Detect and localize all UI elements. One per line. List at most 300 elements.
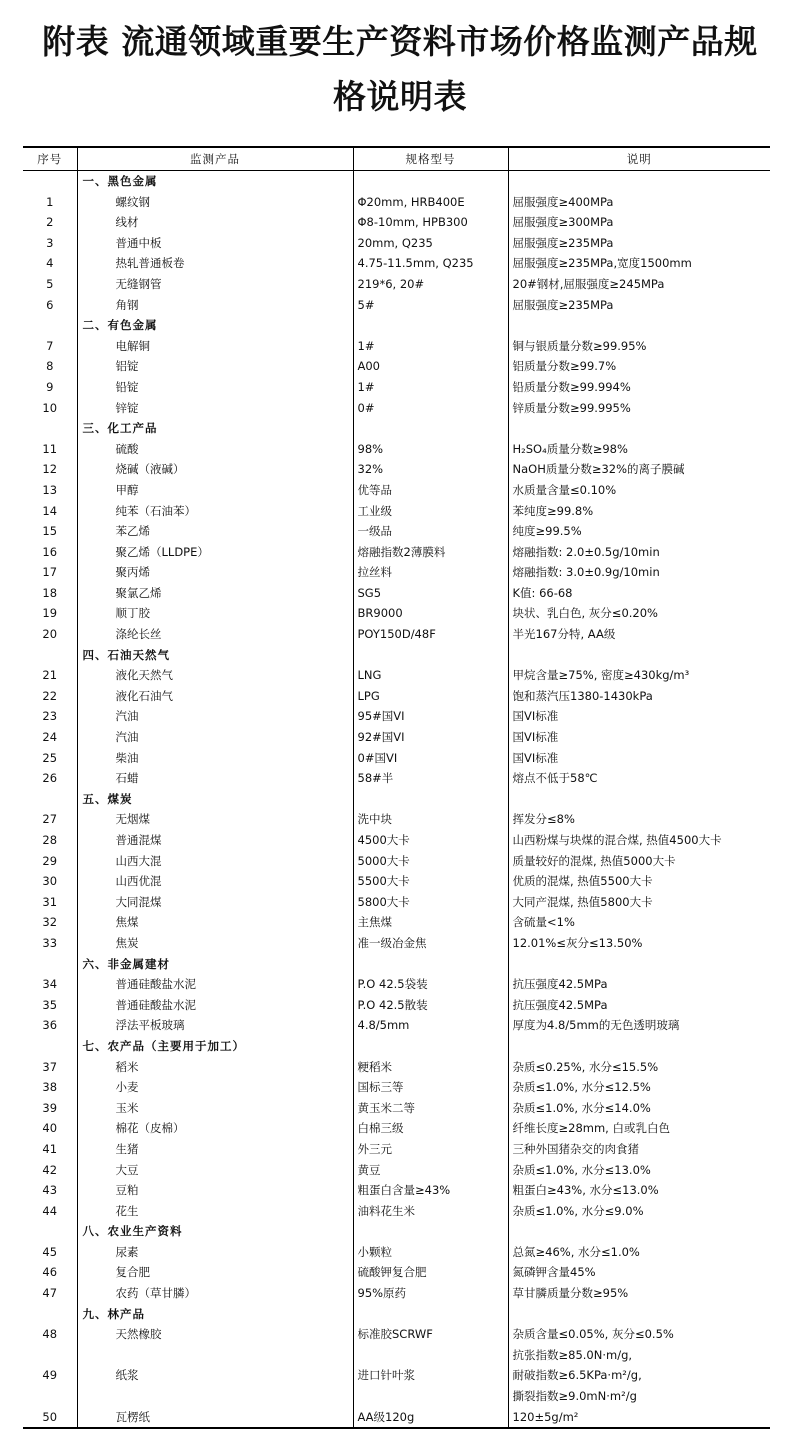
spec-model: 1# [353,336,508,357]
description: 质量较好的混煤, 热值5000大卡 [508,851,770,872]
header-product: 监测产品 [77,147,353,171]
serial-number: 34 [23,974,77,995]
spec-model: 小颗粒 [353,1242,508,1263]
category-label: 五、煤炭 [82,791,133,806]
category-serial-cell [23,1221,77,1242]
description: 铅质量分数≥99.994% [508,377,770,398]
serial-number: 14 [23,501,77,522]
serial-number: 41 [23,1139,77,1160]
table-row [23,501,770,522]
header-spec: 规格型号 [353,147,508,171]
spec-model: 粳稻米 [353,1057,508,1078]
spec-model: Φ8-10mm, HPB300 [353,212,508,233]
spec-model: 油料花生米 [353,1201,508,1222]
serial-number: 29 [23,851,77,872]
category-label: 八、农业生产资料 [82,1224,183,1239]
serial-number: 22 [23,686,77,707]
spec-model: 5500大卡 [353,871,508,892]
table-row [23,768,770,789]
table-row [23,748,770,769]
table-row [23,233,770,254]
category-row [23,1304,770,1325]
category-spec-cell [353,789,508,810]
table-row [23,851,770,872]
product-name: 汽油 [115,709,139,724]
table-row [23,603,770,624]
product-name: 大豆 [115,1162,139,1177]
serial-number: 45 [23,1242,77,1263]
product-name: 焦炭 [115,935,139,950]
description-line: 撕裂指数≥9.0mN·m²/g [512,1389,637,1404]
product-name: 汽油 [115,730,139,745]
spec-model: 4500大卡 [353,830,508,851]
product-name: 普通混煤 [115,833,162,847]
product-name: 锌锭 [115,400,139,415]
description [508,1345,770,1407]
serial-number: 42 [23,1160,77,1181]
product-name: 石蜡 [115,771,139,786]
product-name: 豆粕 [115,1183,139,1198]
serial-number: 24 [23,727,77,748]
category-note-cell [508,645,770,666]
category-row [23,315,770,336]
table-row [23,295,770,316]
category-row [23,645,770,666]
description: 屈服强度≥235MPa [508,295,770,316]
serial-number: 46 [23,1262,77,1283]
serial-number: 6 [23,295,77,316]
spec-model: LNG [353,665,508,686]
category-note-cell [508,171,770,192]
product-name: 浮法平板玻璃 [115,1018,185,1033]
product-name: 热轧普通板卷 [115,256,185,271]
product-name: 生猪 [115,1141,139,1156]
serial-number: 15 [23,521,77,542]
serial-number: 20 [23,624,77,645]
table-row [23,1139,770,1160]
table-row [23,995,770,1016]
description: NaOH质量分数≥32%的离子膜碱 [508,459,770,480]
serial-number: 10 [23,398,77,419]
table-row [23,1407,770,1429]
serial-number: 4 [23,253,77,274]
serial-number: 37 [23,1057,77,1078]
description: 饱和蒸汽压1380-1430kPa [508,686,770,707]
spec-model: 98% [353,439,508,460]
serial-number: 16 [23,542,77,563]
product-name: 无烟煤 [115,812,150,827]
description: H₂SO₄质量分数≥98% [508,439,770,460]
product-name: 甲醇 [115,482,139,497]
spec-model: 0# [353,398,508,419]
category-serial-cell [23,954,77,975]
description: 屈服强度≥235MPa,宽度1500mm [508,253,770,274]
table-row [23,809,770,830]
product-name: 稻米 [115,1059,139,1074]
category-spec-cell [353,418,508,439]
serial-number: 48 [23,1324,77,1345]
category-serial-cell [23,1036,77,1057]
table-row [23,1077,770,1098]
product-name: 玉米 [115,1100,139,1115]
description: 抗压强度42.5MPa [508,974,770,995]
description: 国VI标准 [508,748,770,769]
product-name: 农药（草甘膦） [115,1286,196,1301]
category-row [23,418,770,439]
table-row [23,336,770,357]
description: 草甘膦质量分数≥95% [508,1283,770,1304]
category-spec-cell [353,1304,508,1325]
table-header-row [23,147,770,171]
category-spec-cell [353,954,508,975]
description: 熔融指数: 2.0±0.5g/10min [508,542,770,563]
category-label: 三、化工产品 [82,421,158,436]
description: 杂质含量≤0.05%, 灰分≤0.5% [508,1324,770,1345]
table-row [23,1345,770,1407]
product-name: 尿素 [115,1244,139,1259]
category-note-cell [508,1036,770,1057]
spec-model: POY150D/48F [353,624,508,645]
header-note: 说明 [508,147,770,171]
category-note-cell [508,789,770,810]
product-name: 纸浆 [115,1368,139,1383]
category-spec-cell [353,1036,508,1057]
category-row [23,789,770,810]
product-name: 聚氯乙烯 [115,585,162,600]
table-row [23,624,770,645]
category-row [23,1036,770,1057]
serial-number: 31 [23,892,77,913]
serial-number: 36 [23,1015,77,1036]
category-label: 一、黑色金属 [82,174,158,188]
spec-model: 219*6, 20# [353,274,508,295]
table-row [23,1118,770,1139]
category-serial-cell [23,418,77,439]
table-row [23,974,770,995]
spec-model: 0#国VI [353,748,508,769]
category-spec-cell [353,645,508,666]
spec-model: 国标三等 [353,1077,508,1098]
product-name: 烧碱（液碱） [115,462,185,477]
spec-model: P.O 42.5袋装 [353,974,508,995]
description-line: 抗张指数≥85.0N·m/g, [512,1347,633,1362]
table-row [23,1201,770,1222]
spec-model: 4.75-11.5mm, Q235 [353,253,508,274]
spec-model: SG5 [353,583,508,604]
spec-model: 4.8/5mm [353,1015,508,1036]
table-row [23,274,770,295]
table-row [23,933,770,954]
serial-number: 38 [23,1077,77,1098]
description: 氮磷钾含量45% [508,1262,770,1283]
product-name: 角钢 [115,297,139,312]
description: 杂质≤1.0%, 水分≤9.0% [508,1201,770,1222]
table-row [23,212,770,233]
spec-model: 5# [353,295,508,316]
spec-model: 标准胶SCRWF [353,1324,508,1345]
product-name: 普通硅酸盐水泥 [115,977,196,992]
spec-model: 硫酸钾复合肥 [353,1262,508,1283]
product-name: 柴油 [115,750,139,765]
serial-number: 12 [23,459,77,480]
header-serial: 序号 [23,147,77,171]
product-name: 螺纹钢 [115,194,150,209]
description: 锌质量分数≥99.995% [508,398,770,419]
product-name: 普通中板 [115,235,162,250]
table-row [23,871,770,892]
serial-number: 3 [23,233,77,254]
description: 山西粉煤与块煤的混合煤, 热值4500大卡 [508,830,770,851]
description: 熔融指数: 3.0±0.9g/10min [508,562,770,583]
serial-number: 39 [23,1098,77,1119]
category-serial-cell [23,171,77,192]
table-row [23,1283,770,1304]
spec-model: 洗中块 [353,809,508,830]
table-row [23,356,770,377]
serial-number: 17 [23,562,77,583]
serial-number: 30 [23,871,77,892]
serial-number: 40 [23,1118,77,1139]
description: 水质量含量≤0.10% [508,480,770,501]
category-label: 六、非金属建材 [82,956,170,971]
table-body [23,171,770,1429]
table-row [23,192,770,213]
table-row [23,480,770,501]
product-name: 山西大混 [115,853,162,868]
table-row [23,439,770,460]
spec-model: 一级品 [353,521,508,542]
category-label: 七、农产品（主要用于加工） [82,1038,245,1053]
product-name: 液化天然气 [115,668,173,683]
spec-model: 5000大卡 [353,851,508,872]
category-note-cell [508,1221,770,1242]
description: 铜与银质量分数≥99.95% [508,336,770,357]
category-spec-cell [353,171,508,192]
description: 含硫量<1% [508,912,770,933]
product-name: 线材 [115,215,139,230]
serial-number: 2 [23,212,77,233]
spec-model: 白棉三级 [353,1118,508,1139]
document-title [0,14,800,124]
spec-model: 58#半 [353,768,508,789]
product-name: 瓦楞纸 [77,1407,353,1429]
spec-model: BR9000 [353,603,508,624]
description-line: 耐破指数≥6.5KPa·m²/g, [512,1368,642,1383]
category-note-cell [508,418,770,439]
product-name: 天然橡胶 [115,1327,162,1342]
spec-model: Φ20mm, HRB400E [353,192,508,213]
serial-number: 27 [23,809,77,830]
spec-model: 工业级 [353,501,508,522]
product-name: 无缝钢管 [115,276,162,291]
table-row [23,1180,770,1201]
product-name: 花生 [115,1203,139,1218]
serial-number: 49 [23,1345,77,1407]
table-row [23,1098,770,1119]
table-row [23,398,770,419]
description: 熔点不低于58℃ [508,768,770,789]
title-line-1: 附表 流通领域重要生产资料市场价格监测产品规 [42,22,758,61]
product-name: 山西优混 [115,874,162,889]
category-spec-cell [353,1221,508,1242]
description: 铝质量分数≥99.7% [508,356,770,377]
description: 12.01%≤灰分≤13.50% [508,933,770,954]
description: 国VI标准 [508,706,770,727]
serial-number: 28 [23,830,77,851]
table-row [23,521,770,542]
serial-number: 7 [23,336,77,357]
serial-number: 32 [23,912,77,933]
serial-number: 44 [23,1201,77,1222]
description: 优质的混煤, 热值5500大卡 [508,871,770,892]
serial-number: 35 [23,995,77,1016]
serial-number: 21 [23,665,77,686]
category-label: 二、有色金属 [82,318,158,333]
category-serial-cell [23,1304,77,1325]
description: 总氮≥46%, 水分≤1.0% [508,1242,770,1263]
spec-model: 5800大卡 [353,892,508,913]
product-name: 纯苯（石油苯） [115,503,196,518]
spec-model: 95#国VI [353,706,508,727]
category-serial-cell [23,315,77,336]
table-row [23,892,770,913]
category-note-cell [508,1304,770,1325]
spec-model: 20mm, Q235 [353,233,508,254]
product-name: 聚丙烯 [115,565,150,580]
description: 大同产混煤, 热值5800大卡 [508,892,770,913]
category-label: 四、石油天然气 [82,647,170,662]
description: K值: 66-68 [508,583,770,604]
product-name: 小麦 [115,1080,139,1095]
description: 屈服强度≥235MPa [508,233,770,254]
table-row [23,542,770,563]
product-name: 复合肥 [115,1265,150,1280]
spec-model: 1# [353,377,508,398]
table-row [23,1324,770,1345]
serial-number: 11 [23,439,77,460]
description: 120±5g/m² [508,1407,770,1429]
table-row [23,727,770,748]
table-row [23,830,770,851]
description: 20#钢材,屈服强度≥245MPa [508,274,770,295]
category-spec-cell [353,315,508,336]
product-name: 大同混煤 [115,894,162,909]
spec-model: 黄玉米二等 [353,1098,508,1119]
serial-number: 43 [23,1180,77,1201]
product-name: 电解铜 [115,338,150,353]
table-row [23,1015,770,1036]
category-row [23,954,770,975]
description: 屈服强度≥300MPa [508,212,770,233]
description: 杂质≤1.0%, 水分≤12.5% [508,1077,770,1098]
spec-model: 主焦煤 [353,912,508,933]
serial-number: 19 [23,603,77,624]
spec-model: 95%原药 [353,1283,508,1304]
spec-model: 进口针叶浆 [353,1345,508,1407]
spec-model: 32% [353,459,508,480]
product-name: 铝锭 [115,359,139,374]
spec-model: 92#国VI [353,727,508,748]
product-name: 顺丁胶 [115,606,150,621]
description: 屈服强度≥400MPa [508,192,770,213]
spec-model: 拉丝料 [353,562,508,583]
serial-number: 1 [23,192,77,213]
spec-model: 熔融指数2薄膜料 [353,542,508,563]
description: 甲烷含量≥75%, 密度≥430kg/m³ [508,665,770,686]
description: 杂质≤1.0%, 水分≤14.0% [508,1098,770,1119]
category-label: 九、林产品 [82,1306,145,1321]
spec-model: LPG [353,686,508,707]
product-name: 聚乙烯（LLDPE） [115,544,209,559]
serial-number: 18 [23,583,77,604]
description: 国VI标准 [508,727,770,748]
serial-number: 33 [23,933,77,954]
spec-model: A00 [353,356,508,377]
description: 杂质≤0.25%, 水分≤15.5% [508,1057,770,1078]
serial-number: 13 [23,480,77,501]
table-row [23,583,770,604]
table-row [23,706,770,727]
description: 三种外国猪杂交的肉食猪 [508,1139,770,1160]
title-line-2: 格说明表 [333,77,467,116]
category-note-cell [508,954,770,975]
table-row [23,1160,770,1181]
description: 粗蛋白≥43%, 水分≤13.0% [508,1180,770,1201]
category-note-cell [508,315,770,336]
table-row [23,459,770,480]
serial-number: 47 [23,1283,77,1304]
spec-model: 准一级冶金焦 [353,933,508,954]
product-name: 棉花（皮棉） [115,1121,185,1136]
category-row [23,1221,770,1242]
product-name: 硫酸 [115,441,139,456]
serial-number: 9 [23,377,77,398]
serial-number: 26 [23,768,77,789]
description: 半光167分特, AA级 [508,624,770,645]
category-serial-cell [23,789,77,810]
description: 挥发分≤8% [508,809,770,830]
table-row [23,377,770,398]
description: 抗压强度42.5MPa [508,995,770,1016]
serial-number: 50 [23,1407,77,1429]
description: 杂质≤1.0%, 水分≤13.0% [508,1160,770,1181]
description: 纯度≥99.5% [508,521,770,542]
spec-model: 外三元 [353,1139,508,1160]
spec-model: 黄豆 [353,1160,508,1181]
table-row [23,1057,770,1078]
spec-model: 粗蛋白含量≥43% [353,1180,508,1201]
product-name: 铅锭 [115,379,139,394]
table-row [23,253,770,274]
table-row [23,665,770,686]
table-row [23,1262,770,1283]
serial-number: 8 [23,356,77,377]
spec-table [23,146,770,1429]
table-row [23,912,770,933]
table-row [23,686,770,707]
category-row [23,171,770,192]
spec-model: AA级120g [353,1407,508,1429]
product-name: 苯乙烯 [115,524,150,539]
serial-number: 23 [23,706,77,727]
product-name: 液化石油气 [115,688,173,703]
table-row [23,1242,770,1263]
description: 厚度为4.8/5mm的无色透明玻璃 [508,1015,770,1036]
spec-model: P.O 42.5散装 [353,995,508,1016]
category-serial-cell [23,645,77,666]
description: 纤维长度≥28mm, 白或乳白色 [508,1118,770,1139]
serial-number: 25 [23,748,77,769]
